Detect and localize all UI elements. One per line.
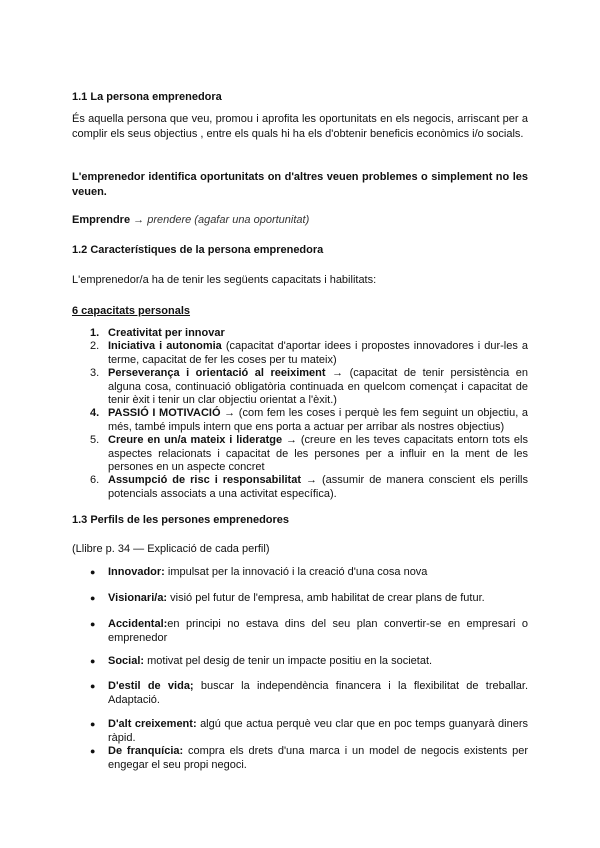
list-text bbox=[108, 434, 528, 475]
section-heading-1-3: 1.3 Perfils de les persones emprenedores bbox=[72, 514, 290, 526]
list-number: 2. bbox=[90, 340, 100, 352]
profile-description: impulsat per la innovació i la creació d'una cosa nova bbox=[164, 566, 428, 578]
section-heading-1-2: 1.2 Característiques de la persona emprenedora bbox=[72, 244, 324, 256]
list-text bbox=[108, 617, 528, 645]
list-number: 1. bbox=[90, 327, 100, 339]
list-text bbox=[108, 565, 528, 579]
section-intro: L'emprenedor/a ha de tenir les següents capacitats i habilitats: bbox=[72, 274, 377, 286]
etymology-line bbox=[72, 213, 528, 228]
list-text bbox=[108, 407, 528, 434]
list-item bbox=[90, 474, 528, 501]
list-item bbox=[90, 327, 528, 341]
definition-paragraph: És aquella persona que veu, promou i aprofita les oportunitats en els negocis, arriscant per a complir els seus objectius , entre els quals hi ha els d'obtenir beneficis econòmics i/o socials. bbox=[72, 113, 528, 140]
list-item bbox=[90, 717, 528, 745]
item-title: Iniciativa i autonomia bbox=[108, 340, 222, 352]
item-description: → (assumir de manera conscient els perills potencials associats a una activitat específica). bbox=[108, 474, 528, 500]
list-number: 3. bbox=[90, 367, 100, 379]
bullet-icon: ● bbox=[90, 656, 96, 666]
item-title: Perseverança i orientació al reeiximent bbox=[108, 367, 326, 379]
bullet-icon: ● bbox=[90, 719, 96, 729]
list-item bbox=[90, 434, 528, 475]
list-text bbox=[108, 367, 528, 408]
item-title: Assumpció de risc i responsabilitat bbox=[108, 474, 302, 486]
list-number: 5. bbox=[90, 434, 100, 446]
item-description: → (creure en les teves capacitats entorn tots els aspectes relacionats i capacitat de les persones per a influir en la ment de les persones en un aspecte concret bbox=[108, 434, 528, 473]
list-text bbox=[108, 744, 528, 772]
list-number: 6. bbox=[90, 474, 100, 486]
list-text bbox=[108, 679, 528, 707]
bullet-icon: ● bbox=[90, 567, 96, 577]
list-item bbox=[90, 744, 528, 772]
profile-title: D'estil de vida; bbox=[108, 680, 194, 692]
profile-description: motivat pel desig de tenir un impacte positiu en la societat. bbox=[144, 655, 433, 667]
profile-description: visió pel futur de l'empresa, amb habilitat de crear plans de futur. bbox=[167, 592, 485, 604]
list-item bbox=[90, 617, 528, 645]
key-statement: L'emprenedor identifica oportunitats on d'altres veuen problemes o simplement no les veuen. bbox=[72, 171, 528, 198]
list-item bbox=[90, 654, 528, 668]
list-item bbox=[90, 367, 528, 408]
list-text bbox=[108, 340, 528, 367]
list-text bbox=[108, 654, 528, 668]
profile-description: buscar la independència financera i la flexibilitat de treballar. Adaptació. bbox=[108, 680, 528, 706]
item-title: PASSIÓ I MOTIVACIÓ bbox=[108, 407, 221, 419]
profile-description: algú que actua perquè veu clar que en poc temps guanyarà diners ràpid. bbox=[108, 718, 528, 744]
list-item bbox=[90, 591, 528, 605]
profile-title: Social: bbox=[108, 655, 145, 667]
item-description: → (capacitat de tenir persistència en alguna cosa, continuació obligatòria continuada en quelcom començat i capacitat de tenir èxit i tenir un clar objectiu orientat a l'èxit.) bbox=[108, 367, 529, 406]
item-description: → (com fem les coses i perquè les fem seguint un objectiu, a més, també impuls intern que ens porta a actuar per arribar als nostres objectius) bbox=[108, 407, 529, 433]
item-title: Creativitat per innovar bbox=[108, 327, 225, 339]
reference-note: (Llibre p. 34 — Explicació de cada perfil) bbox=[72, 543, 270, 555]
bullet-icon: ● bbox=[90, 593, 96, 603]
list-text bbox=[108, 474, 528, 501]
list-item bbox=[90, 679, 528, 707]
section-heading-1-1: 1.1 La persona emprenedora bbox=[72, 91, 222, 103]
bullet-icon: ● bbox=[90, 619, 96, 629]
list-item bbox=[90, 407, 528, 434]
profile-description: compra els drets d'una marca i un model de negocis existents per engegar el seu propi negoci. bbox=[108, 745, 528, 771]
profile-title: Accidental: bbox=[108, 618, 168, 630]
list-text bbox=[108, 717, 528, 745]
profile-title: D'alt creixement: bbox=[108, 718, 197, 730]
etymology-meaning: prendere (agafar una oportunitat) bbox=[147, 214, 310, 226]
list-item bbox=[90, 340, 528, 367]
bullet-icon: ● bbox=[90, 681, 96, 691]
bullet-icon: ● bbox=[90, 746, 96, 756]
profile-title: De franquícia: bbox=[108, 745, 184, 757]
subheading-capacitats: 6 capacitats personals bbox=[72, 305, 191, 317]
list-text bbox=[108, 591, 528, 605]
list-text bbox=[108, 327, 528, 341]
arrow-icon: → bbox=[133, 214, 145, 226]
etymology-term: Emprendre bbox=[72, 214, 131, 226]
profile-title: Visionari/a: bbox=[108, 592, 168, 604]
profile-description: en principi no estava dins del seu plan convertir-se en empresari o emprenedor bbox=[108, 618, 528, 644]
profile-title: Innovador: bbox=[108, 566, 165, 578]
list-item bbox=[90, 565, 528, 579]
list-number: 4. bbox=[90, 407, 100, 419]
item-description: (capacitat d'aportar idees i propostes innovadores i dur-les a terme, capacitat de fer les coses per tu mateix) bbox=[108, 340, 528, 366]
item-title: Creure en un/a mateix i lideratge bbox=[108, 434, 283, 446]
